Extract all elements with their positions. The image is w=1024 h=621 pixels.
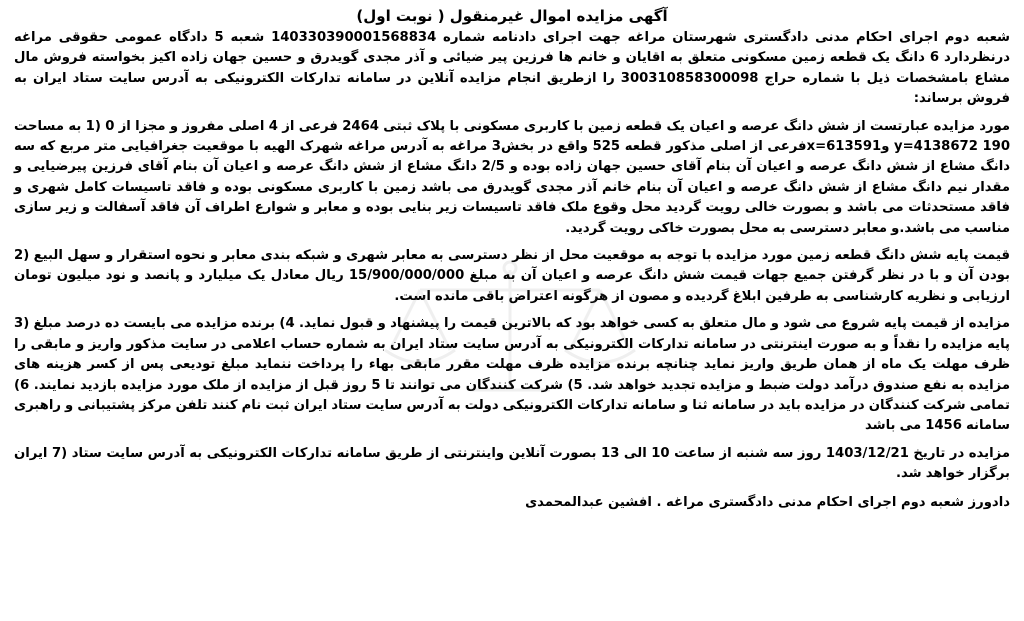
notice-title: آگهی مزایده اموال غیرمنقول ( نوبت اول)	[356, 7, 668, 25]
notice-item-2-paragraph: قیمت پایه شش دانگ قطعه زمین مورد مزایده با توجه به موقعیت محل از نظر دسترسی به معابر شهری و شبکه بندی معابر و نحوه استقرار و سهل البیع (2 بودن آن و با در نظر گرفتن جمیع جهات قیمت شش دانگ عرصه و اعیان آن به مبلغ 15/900/000/000 ریال معادل یک میلیارد و پانصد و نود میلیون تومان ارزیابی و نظریه کارشناسی به طرفین ابلاغ گردیده و مصون از هرگونه اعتراض باقی مانده است.	[14, 248, 1010, 304]
notice-intro-paragraph: شعبه دوم اجرای احکام مدنی دادگستری شهرستان مراغه جهت اجرای دادنامه شماره 140330390001568834 شعبه 5 دادگاه عمومی حقوقی مراغه درنظردارد 6 دانگ یک قطعه زمین مسکونی متعلق به اقایان و خانم ها فرزین پیر ضیائی و آذر مجدی گویدرق و حسین جهان زاده اکیز بخواسته فروش مال مشاع بامشخصات ذیل با شماره حراج 300310858300098 را ازطریق انجام مزایده آنلاین در سامانه تدارکات الکترونیکی به آدرس سایت ستاد ایران به فروش برساند:	[14, 30, 1011, 107]
notice-item-3-paragraph: مزایده از قیمت پایه شروع می شود و مال متعلق به کسی خواهد بود که بالاترین قیمت را پیشنهاد و قبول نماید. 4) برنده مزایده می بایست ده درصد مبلغ (3 پایه مزایده را نقداً و به صورت اینترنتی در سامانه تدارکات الکترونیکی به آدرس سایت ستاد ایران به شماره حساب اعلامی در سایت مذکور واریز و مابقی را ظرف مهلت یک ماه از همان طریق واریز نماید چنانچه برنده مزایده ظرف مهلت مقرر مابقی بهاء را پرداخت ننماید مبلغ تودیعی پس از کسر هزینه های مزایده به نفع صندوق درآمد دولت ضبط و مزایده تجدید خواهد شد. 5) شرکت کنندگان می توانند تا 5 روز قبل از مزایده از ملک مورد مزایده بازدید نمایند. 6) تمامی شرکت کنندگان در مزایده باید در سامانه ثنا و سامانه تدارکات الکترونیکی دولت به آدرس سایت ستاد ایران ثبت نام کنند تلفن مرکز پشتیبانی و راهبری سامانه 1456 می باشد	[14, 316, 1011, 434]
notice-item-1-paragraph: مورد مزایده عبارتست از شش دانگ عرصه و اعیان یک قطعه زمین با کاربری مسکونی با پلاک ثبتی 2464 فرعی از 4 اصلی مفروز و مجزا از 0 (1 به مساحت 190 y=4138672 وx=613591فرعی از اصلی مذکور قطعه 525 واقع در بخش3 مراغه به آدرس مراغه شهرک الهیه با موقعیت جغرافیایی متر مربع که سه دانگ مشاع از شش دانگ عرصه و اعیان آن بنام آقای حسین جهان زاده بوده و 2/5 دانگ مشاع از شش دانگ عرصه و اعیان آن بنام آقای فرزین پیرضیایی و مقدار نیم دانگ مشاع از شش دانگ عرصه و اعیان آن بنام خانم آذر مجدی گویدرق می باشد زمین با کاربری مسکونی بوده و فاقد تاسیسات کامل شهری و فاقد مستحدثات می باشد و بصورت خالی رویت گردید محل وقوع ملک فاقد تاسیسات زیر بنایی بوده و معابر و شوارع اطراف آن فاقد آسفالت و زیر سازی مناسب می باشد.و معابر دسترسی به محل بصورت خاکی رویت گردید.	[14, 118, 1011, 236]
notice-item-7-paragraph: مزایده در تاریخ 1403/12/21 روز سه شنبه از ساعت 10 الی 13 بصورت آنلاین واینترنتی از طریق سامانه تدارکات الکترونیکی به آدرس سایت ستاد (7 ایران برگزار خواهد شد.	[14, 445, 1011, 482]
notice-signature: دادورز شعبه دوم اجرای احکام مدنی دادگستری مراغه . افشین عبدالمحمدی	[525, 494, 1010, 510]
